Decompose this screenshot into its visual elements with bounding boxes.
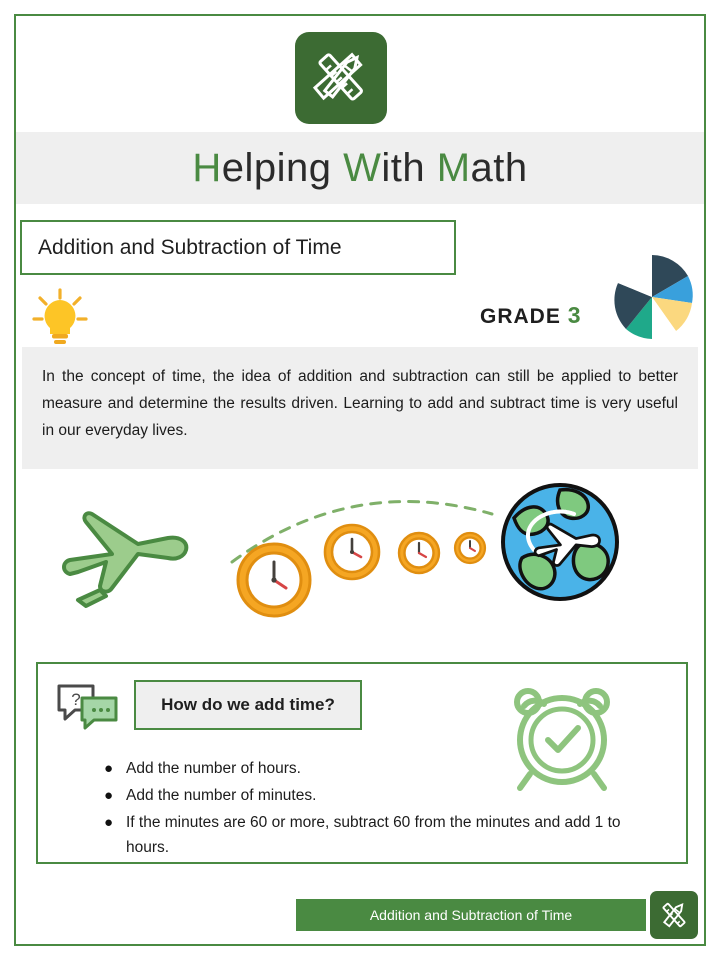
- speech-bubble-question-icon: [56, 682, 120, 732]
- question-card: [36, 662, 688, 864]
- svg-text:?: ?: [71, 690, 81, 709]
- clock-icon: [238, 544, 310, 616]
- footer-logo-badge: [650, 891, 698, 939]
- worksheet-subject-title: Addition and Subtraction of Time: [38, 235, 342, 259]
- airplane-icon: [64, 513, 186, 606]
- title-part: ith: [381, 145, 437, 190]
- question-box: [134, 680, 362, 730]
- question-text: How do we add time?: [161, 695, 335, 714]
- title-part: ath: [470, 145, 528, 190]
- list-item: [104, 810, 664, 860]
- page-title: [192, 146, 527, 191]
- title-part: H: [192, 145, 222, 190]
- globe-with-plane-icon: [503, 485, 617, 599]
- intro-paragraph: In the concept of time, the idea of addition and subtraction can still be applied to better measure and determine the results driven. Learning to add and subtract time is very useful in our everyday lives.: [42, 368, 678, 440]
- list-item-label: Add the number of hours.: [126, 760, 301, 777]
- grade-word: GRADE: [480, 305, 561, 328]
- list-item-label: Add the number of minutes.: [126, 787, 317, 804]
- worksheet-subject-box: [20, 220, 456, 275]
- brand-logo-badge: [295, 32, 387, 124]
- steps-list: [104, 756, 664, 862]
- illustration-band: [22, 472, 698, 637]
- clock-icon: [399, 533, 439, 573]
- title-part: M: [436, 145, 471, 190]
- clock-icon: [325, 525, 379, 579]
- pie-decoration-icon: [608, 253, 696, 341]
- brand-title-band: [16, 132, 704, 204]
- list-item: [104, 783, 664, 808]
- footer-title: Addition and Subtraction of Time: [369, 907, 573, 923]
- list-item-label: If the minutes are 60 or more, subtract 60 from the minutes and add 1 to hours.: [126, 814, 621, 856]
- title-part: elping: [221, 145, 344, 190]
- intro-panel: [22, 347, 698, 469]
- lightbulb-icon: [28, 286, 92, 350]
- title-part: W: [343, 145, 382, 190]
- grade-number: 3: [567, 302, 582, 328]
- bullet-marker: ●: [104, 760, 114, 777]
- bullet-marker: ●: [104, 787, 114, 804]
- clock-icon: [455, 533, 485, 563]
- footer-bar: [296, 899, 646, 931]
- list-item: [104, 756, 664, 781]
- grade-label: [480, 302, 581, 329]
- bullet-marker: ●: [104, 814, 114, 831]
